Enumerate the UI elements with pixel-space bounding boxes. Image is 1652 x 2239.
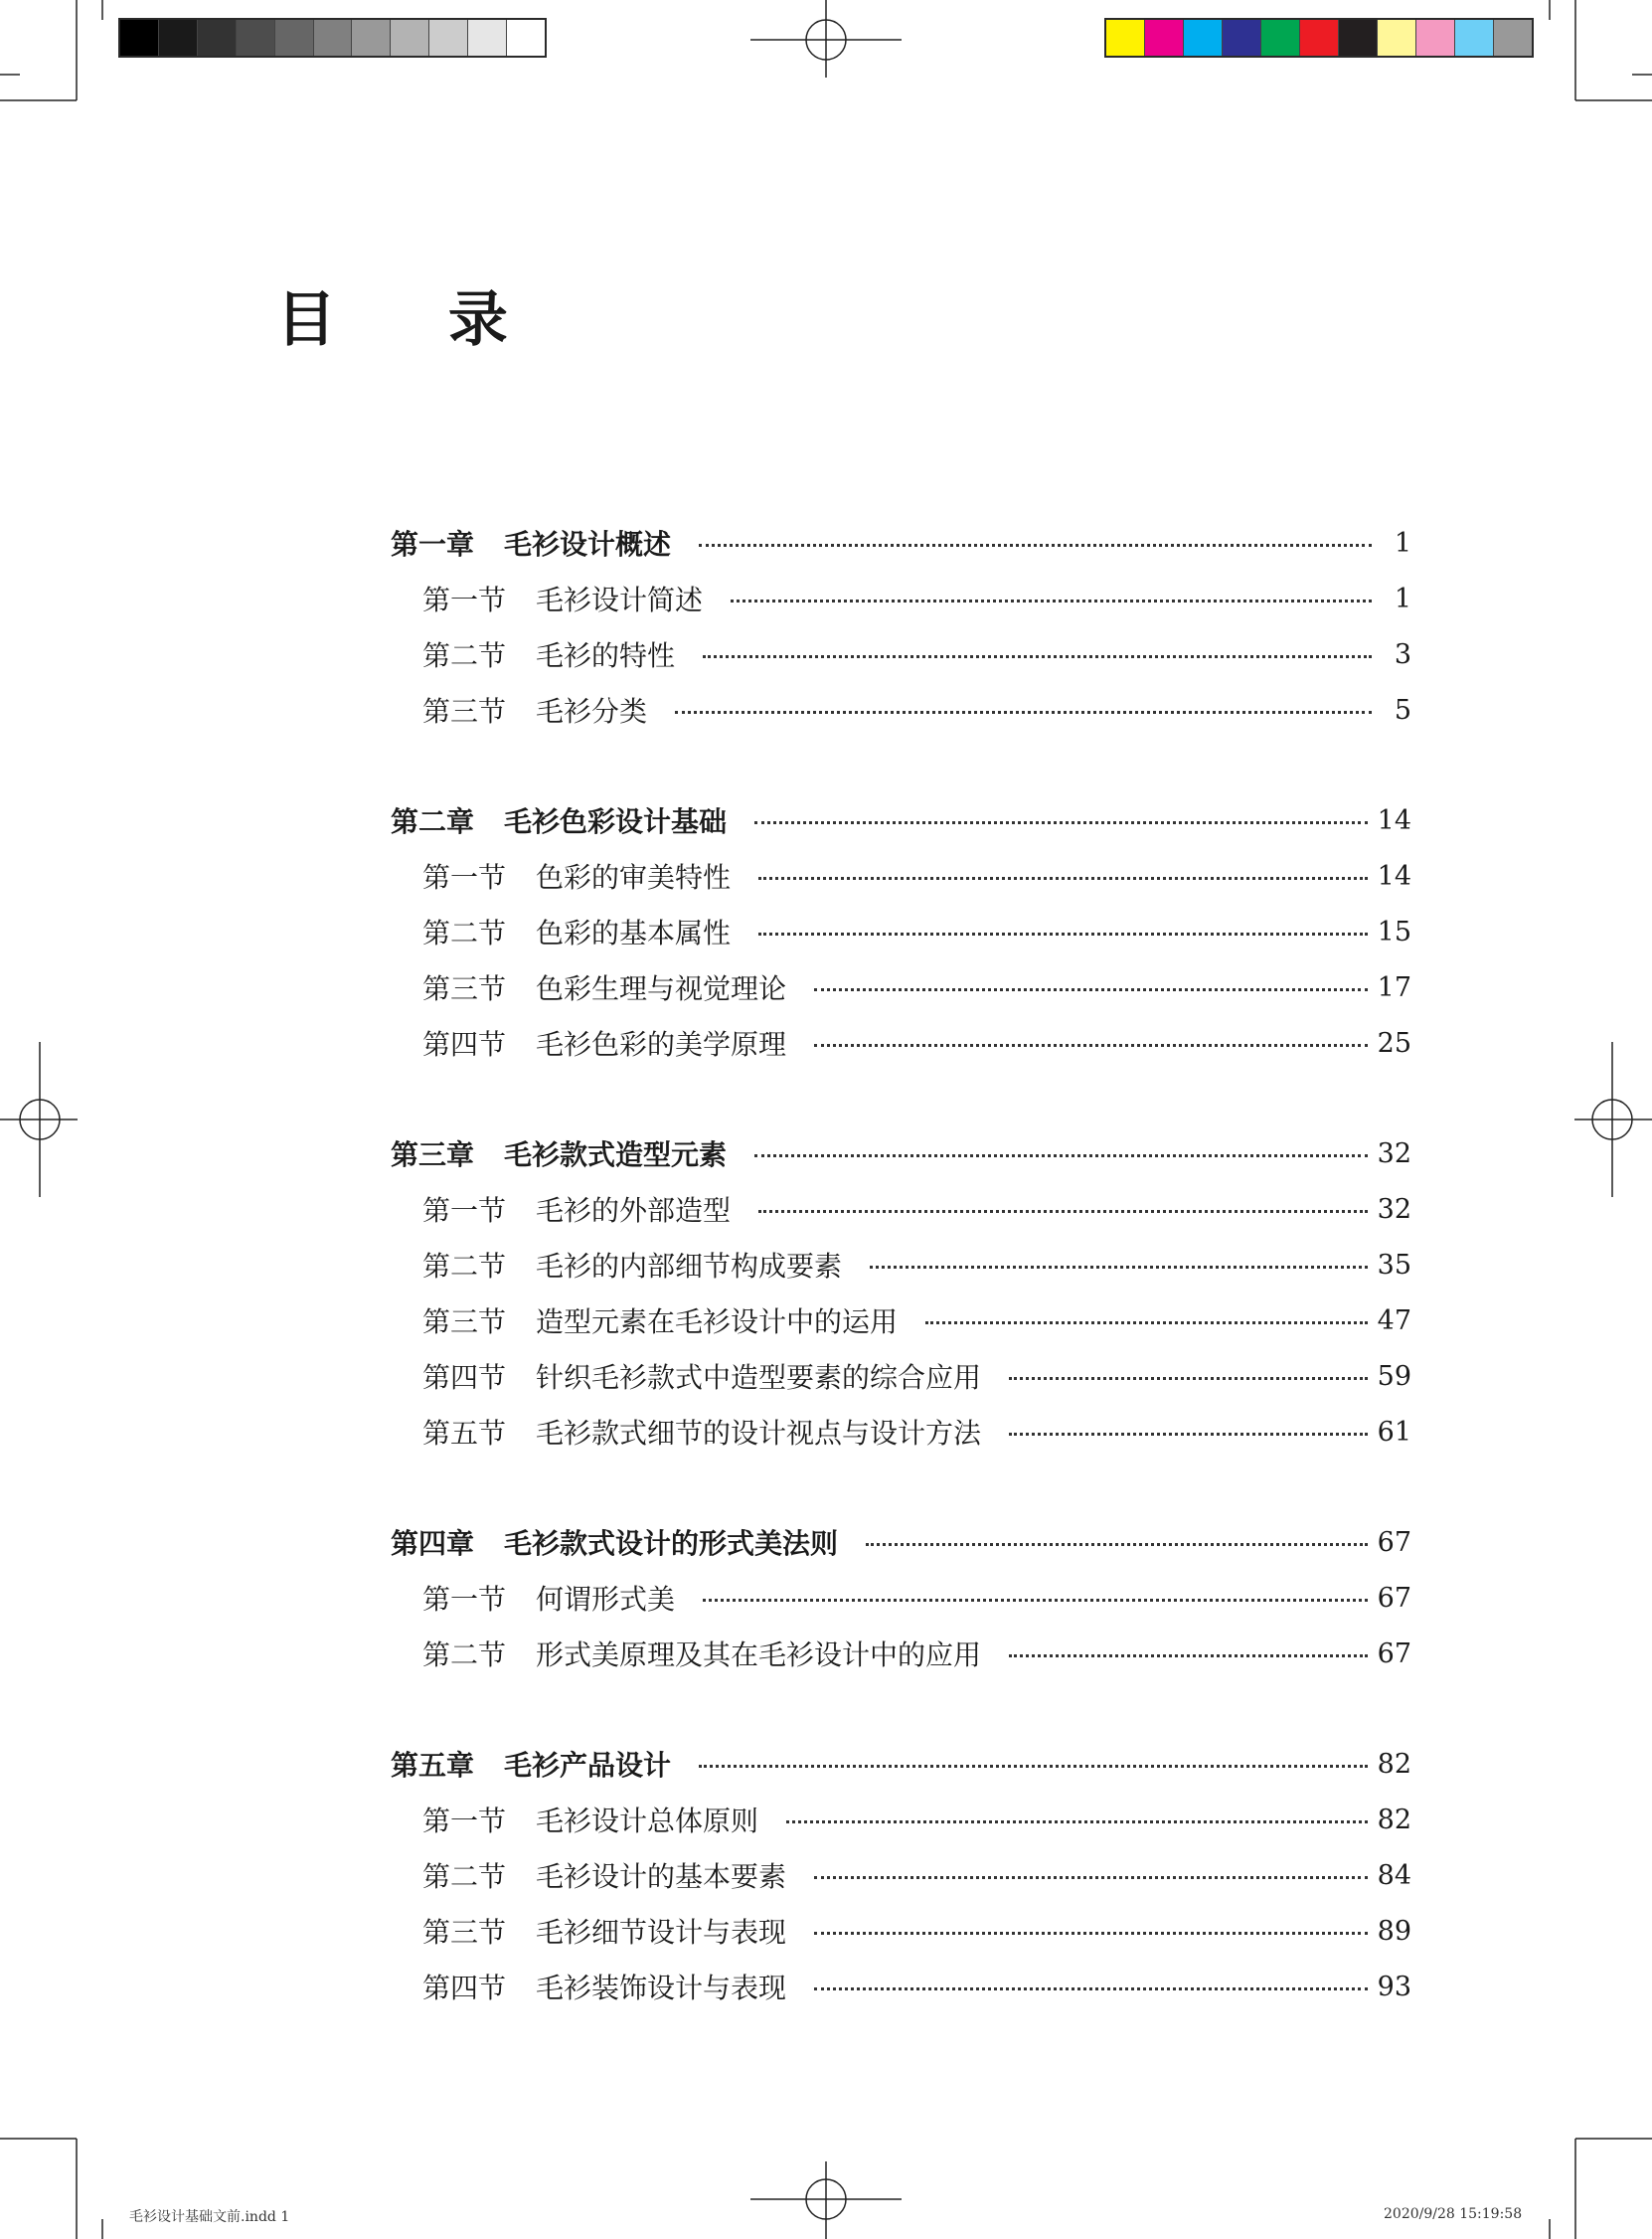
- section-entry-number: 第二节: [422, 639, 507, 672]
- dot-leader: [675, 711, 1372, 714]
- dot-leader: [870, 1266, 1368, 1269]
- chapter-block: [391, 1736, 1411, 2014]
- section-entry-number: 第一节: [422, 584, 507, 616]
- dot-leader: [758, 1210, 1368, 1213]
- section-entry-page: 1: [1394, 583, 1411, 614]
- section-entry[interactable]: [391, 1404, 1411, 1460]
- section-entry[interactable]: [391, 1292, 1411, 1348]
- slug-filename: 毛衫设计基础文前.indd 1: [129, 2209, 290, 2225]
- chapter-entry-title: 毛衫色彩设计基础: [504, 805, 728, 838]
- section-entry-page: 47: [1377, 1304, 1411, 1336]
- section-entry-page: 82: [1377, 1804, 1411, 1835]
- gray-swatch: [314, 20, 353, 56]
- gray-swatch: [275, 20, 314, 56]
- color-swatch: [1378, 20, 1416, 56]
- section-entry-page: 25: [1377, 1027, 1411, 1059]
- section-entry-number: 第三节: [422, 695, 507, 728]
- section-entry[interactable]: [391, 1181, 1411, 1237]
- section-entry-number: 第五节: [422, 1417, 507, 1450]
- section-entry-title: 毛衫分类: [536, 695, 648, 728]
- section-entry-title: 色彩的基本属性: [536, 917, 732, 949]
- section-entry[interactable]: [391, 1015, 1411, 1071]
- slug-timestamp: 2020/9/28 15:19:58: [1384, 2206, 1523, 2222]
- section-entry-number: 第四节: [422, 1361, 507, 1394]
- chapter-entry[interactable]: [391, 1736, 1411, 1792]
- chapter-entry-number: 第一章: [391, 528, 475, 561]
- dot-leader: [814, 1044, 1368, 1047]
- section-entry-page: 15: [1377, 916, 1411, 947]
- dot-leader: [703, 1599, 1368, 1602]
- section-entry-title: 色彩生理与视觉理论: [536, 972, 787, 1005]
- section-entry-number: 第四节: [422, 1972, 507, 2004]
- chapter-block: [391, 792, 1411, 1071]
- dot-leader: [1009, 1433, 1368, 1436]
- color-swatch: [1416, 20, 1455, 56]
- section-entry-title: 毛衫设计总体原则: [536, 1805, 759, 1837]
- section-entry[interactable]: [391, 1792, 1411, 1847]
- section-entry-number: 第三节: [422, 1916, 507, 1949]
- section-entry-page: 5: [1394, 694, 1411, 726]
- color-swatch: [1494, 20, 1532, 56]
- color-swatch: [1184, 20, 1223, 56]
- section-entry-page: 61: [1377, 1416, 1411, 1448]
- dot-leader: [866, 1543, 1368, 1546]
- gray-swatch: [198, 20, 237, 56]
- chapter-entry-number: 第三章: [391, 1138, 475, 1171]
- chapter-block: [391, 1125, 1411, 1460]
- chapter-entry-title: 毛衫设计概述: [504, 528, 672, 561]
- dot-leader: [758, 933, 1368, 936]
- chapter-entry[interactable]: [391, 515, 1411, 571]
- section-entry-title: 毛衫设计的基本要素: [536, 1860, 787, 1893]
- chapter-entry-page: 14: [1377, 804, 1411, 836]
- section-entry[interactable]: [391, 1570, 1411, 1626]
- section-entry-page: 59: [1377, 1360, 1411, 1392]
- dot-leader: [731, 600, 1372, 603]
- section-entry[interactable]: [391, 1626, 1411, 1681]
- chapter-entry[interactable]: [391, 792, 1411, 848]
- section-entry-number: 第二节: [422, 917, 507, 949]
- section-entry-title: 针织毛衫款式中造型要素的综合应用: [536, 1361, 982, 1394]
- section-entry[interactable]: [391, 1237, 1411, 1292]
- section-entry-title: 毛衫细节设计与表现: [536, 1916, 787, 1949]
- chapter-entry[interactable]: [391, 1125, 1411, 1181]
- chapter-entry-page: 32: [1377, 1137, 1411, 1169]
- section-entry-page: 14: [1377, 860, 1411, 892]
- dot-leader: [814, 988, 1368, 991]
- dot-leader: [703, 655, 1372, 658]
- gray-swatch: [391, 20, 429, 56]
- color-swatch: [1223, 20, 1261, 56]
- section-entry[interactable]: [391, 1959, 1411, 2014]
- chapter-entry-number: 第五章: [391, 1749, 475, 1782]
- section-entry[interactable]: [391, 1847, 1411, 1903]
- section-entry-number: 第二节: [422, 1860, 507, 1893]
- color-swatch: [1300, 20, 1339, 56]
- color-swatch: [1106, 20, 1145, 56]
- section-entry[interactable]: [391, 904, 1411, 959]
- section-entry-page: 35: [1377, 1249, 1411, 1281]
- gray-swatch: [468, 20, 507, 56]
- section-entry-title: 形式美原理及其在毛衫设计中的应用: [536, 1638, 982, 1671]
- color-swatch: [1145, 20, 1184, 56]
- section-entry-number: 第一节: [422, 1194, 507, 1227]
- section-entry-number: 第一节: [422, 1805, 507, 1837]
- chapter-block: [391, 515, 1411, 738]
- grayscale-calibration-bar: [118, 18, 547, 58]
- dot-leader: [699, 1765, 1368, 1768]
- chapter-entry-number: 第四章: [391, 1527, 475, 1560]
- gray-swatch: [429, 20, 468, 56]
- chapter-entry-page: 1: [1394, 527, 1411, 559]
- section-entry-page: 89: [1377, 1915, 1411, 1947]
- color-swatch: [1339, 20, 1378, 56]
- section-entry-title: 毛衫的外部造型: [536, 1194, 732, 1227]
- section-entry[interactable]: [391, 682, 1411, 738]
- chapter-entry-page: 82: [1377, 1748, 1411, 1780]
- section-entry-title: 造型元素在毛衫设计中的运用: [536, 1305, 899, 1338]
- section-entry-page: 17: [1377, 971, 1411, 1003]
- section-entry[interactable]: [391, 1903, 1411, 1959]
- section-entry-number: 第二节: [422, 1638, 507, 1671]
- section-entry-title: 毛衫色彩的美学原理: [536, 1028, 787, 1061]
- dot-leader: [758, 877, 1368, 880]
- color-swatch: [1261, 20, 1300, 56]
- section-entry[interactable]: [391, 1348, 1411, 1404]
- dot-leader: [925, 1321, 1368, 1324]
- table-of-contents: [391, 515, 1411, 2069]
- section-entry-number: 第三节: [422, 972, 507, 1005]
- section-entry-page: 93: [1377, 1971, 1411, 2002]
- chapter-entry[interactable]: [391, 1514, 1411, 1570]
- section-entry[interactable]: [391, 848, 1411, 904]
- chapter-block: [391, 1514, 1411, 1681]
- page-title: 目 录: [276, 285, 554, 355]
- chapter-entry-page: 67: [1377, 1526, 1411, 1558]
- section-entry-title: 毛衫设计简述: [536, 584, 704, 616]
- section-entry-number: 第二节: [422, 1250, 507, 1283]
- section-entry-number: 第三节: [422, 1305, 507, 1338]
- section-entry-title: 毛衫装饰设计与表现: [536, 1972, 787, 2004]
- section-entry[interactable]: [391, 959, 1411, 1015]
- section-entry-page: 67: [1377, 1582, 1411, 1614]
- color-calibration-bar: [1104, 18, 1534, 58]
- section-entry-page: 32: [1377, 1193, 1411, 1225]
- section-entry-title: 何谓形式美: [536, 1583, 676, 1616]
- section-entry-page: 3: [1394, 638, 1411, 670]
- dot-leader: [814, 1987, 1368, 1990]
- chapter-entry-number: 第二章: [391, 805, 475, 838]
- section-entry-title: 毛衫的特性: [536, 639, 676, 672]
- gray-swatch: [237, 20, 275, 56]
- chapter-entry-title: 毛衫款式设计的形式美法则: [504, 1527, 839, 1560]
- dot-leader: [786, 1820, 1368, 1823]
- dot-leader: [1009, 1654, 1368, 1657]
- section-entry-page: 84: [1377, 1859, 1411, 1891]
- section-entry-number: 第一节: [422, 861, 507, 894]
- dot-leader: [814, 1932, 1368, 1935]
- section-entry-title: 色彩的审美特性: [536, 861, 732, 894]
- section-entry-title: 毛衫款式细节的设计视点与设计方法: [536, 1417, 982, 1450]
- dot-leader: [699, 544, 1372, 547]
- section-entry[interactable]: [391, 571, 1411, 626]
- gray-swatch: [507, 20, 545, 56]
- chapter-entry-title: 毛衫款式造型元素: [504, 1138, 728, 1171]
- section-entry-page: 67: [1377, 1637, 1411, 1669]
- section-entry-title: 毛衫的内部细节构成要素: [536, 1250, 843, 1283]
- chapter-entry-title: 毛衫产品设计: [504, 1749, 672, 1782]
- gray-swatch: [159, 20, 198, 56]
- section-entry-number: 第四节: [422, 1028, 507, 1061]
- dot-leader: [814, 1876, 1368, 1879]
- color-swatch: [1455, 20, 1494, 56]
- dot-leader: [754, 821, 1368, 824]
- dot-leader: [1009, 1377, 1368, 1380]
- section-entry-number: 第一节: [422, 1583, 507, 1616]
- section-entry[interactable]: [391, 626, 1411, 682]
- gray-swatch: [120, 20, 159, 56]
- dot-leader: [754, 1154, 1368, 1157]
- gray-swatch: [352, 20, 391, 56]
